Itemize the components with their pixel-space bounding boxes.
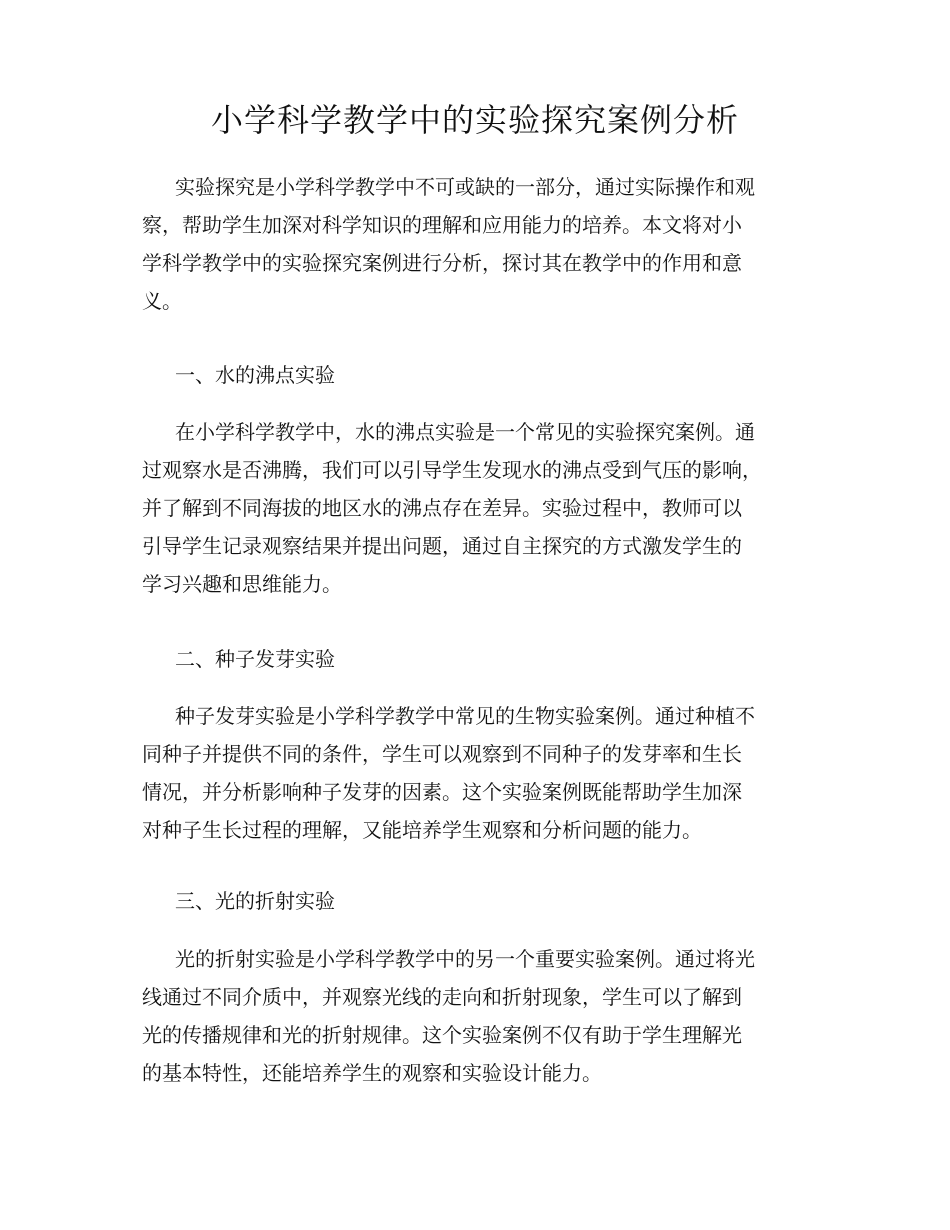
paragraph-line: 并了解到不同海拔的地区水的沸点存在差异。实验过程中，教师可以 (142, 496, 742, 520)
paragraph-line: 同种子并提供不同的条件，学生可以观察到不同种子的发芽率和生长 (142, 742, 742, 766)
section-heading-boiling-point: 一、水的沸点实验 (175, 363, 335, 387)
paragraph-line: 义。 (142, 289, 182, 313)
paragraph-line: 对种子生长过程的理解，又能培养学生观察和分析问题的能力。 (142, 818, 702, 842)
paragraph-line: 察，帮助学生加深对科学知识的理解和应用能力的培养。本文将对小 (142, 213, 742, 237)
paragraph-line: 光的折射实验是小学科学教学中的另一个重要实验案例。通过将光 (175, 947, 755, 971)
paragraph-line: 学科学教学中的实验探究案例进行分析，探讨其在教学中的作用和意 (142, 251, 742, 275)
paragraph-line: 过观察水是否沸腾，我们可以引导学生发现水的沸点受到气压的影响， (142, 458, 762, 482)
paragraph-line: 实验探究是小学科学教学中不可或缺的一部分，通过实际操作和观 (175, 175, 755, 199)
section-paragraph-boiling-point (142, 413, 842, 603)
paragraph-line: 的基本特性，还能培养学生的观察和实验设计能力。 (142, 1061, 602, 1085)
section-heading-seed-germination: 二、种子发芽实验 (175, 647, 335, 671)
paragraph-line: 光的传播规律和光的折射规律。这个实验案例不仅有助于学生理解光 (142, 1023, 742, 1047)
paragraph-line: 情况，并分析影响种子发芽的因素。这个实验案例既能帮助学生加深 (142, 780, 742, 804)
section-heading-light-refraction: 三、光的折射实验 (175, 889, 335, 913)
paragraph-line: 在小学科学教学中，水的沸点实验是一个常见的实验探究案例。通 (175, 420, 755, 444)
intro-paragraph (142, 168, 842, 320)
page-title: 小学科学教学中的实验探究案例分析 (210, 101, 739, 139)
section-paragraph-seed-germination (142, 697, 842, 849)
paragraph-line: 学习兴趣和思维能力。 (142, 572, 342, 596)
paragraph-line: 引导学生记录观察结果并提出问题，通过自主探究的方式激发学生的 (142, 534, 742, 558)
paragraph-line: 种子发芽实验是小学科学教学中常见的生物实验案例。通过种植不 (175, 704, 755, 728)
paragraph-line: 线通过不同介质中，并观察光线的走向和折射现象，学生可以了解到 (142, 985, 742, 1009)
section-paragraph-light-refraction (142, 940, 842, 1092)
